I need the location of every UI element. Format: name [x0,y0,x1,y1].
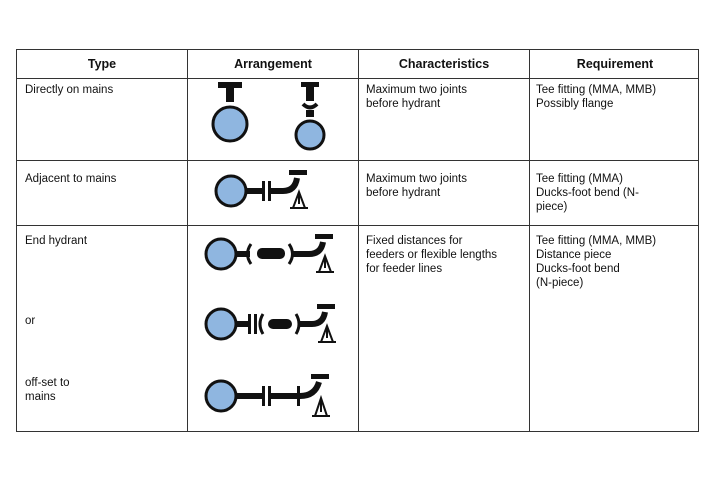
row2-requirement-line: Ducks-foot bend (N- [536,187,639,199]
row3-requirement [536,234,656,290]
main-pipe-with-hydrant [213,82,247,141]
column-divider [187,50,188,431]
end-hydrant-diagram [189,230,357,290]
row2-characteristics-line: before hydrant [366,187,441,199]
row3-characteristics-line: feeders or flexible lengths [366,249,498,261]
main-pipe-with-bend [296,82,324,149]
header-requirement: Requirement [576,57,654,71]
row-divider [17,225,698,226]
row2-requirement-line: piece) [536,201,568,213]
row1-characteristics [366,83,467,111]
row2-requirement [536,172,639,214]
row2-type: Adjacent to mains [25,173,117,185]
end-hydrant-assembly [206,234,334,272]
row3-type-offset [25,376,70,404]
offset-variant-assembly [206,374,330,416]
hydrant-arrangement-table [16,49,699,432]
column-divider [529,50,530,431]
row1-requirement-line: Tee fitting (MMA, MMB) [536,84,657,96]
row2-characteristics-line: Maximum two joints [366,173,467,185]
row1-requirement [536,83,656,111]
adjacent-to-mains-diagram [189,164,357,224]
row2-characteristics [366,172,467,200]
row3-type-offset-line: mains [25,391,56,403]
row3-type-or: or [25,315,36,327]
header-divider [17,78,698,79]
row3-requirement-line: (N-piece) [536,277,584,289]
row1-characteristics-line: Maximum two joints [366,84,467,96]
header-arrangement: Arrangement [234,57,312,71]
column-divider [358,50,359,431]
row3-characteristics [366,234,497,276]
row2-requirement-line: Tee fitting (MMA) [536,173,623,185]
row3-characteristics-line: for feeder lines [366,263,443,275]
row3-requirement-line: Tee fitting (MMA, MMB) [536,235,657,247]
row3-type: End hydrant [25,235,88,247]
header-characteristics: Characteristics [398,57,490,71]
row3-characteristics-line: Fixed distances for [366,235,463,247]
header-type: Type [87,57,117,71]
row3-type-offset-line: off-set to [25,377,70,389]
offset-variant-diagram [189,370,357,428]
row1-requirement-line: Possibly flange [536,98,614,110]
directly-on-mains-diagram [189,80,357,160]
row-divider [17,160,698,161]
or-variant-diagram [189,300,357,355]
row3-requirement-line: Distance piece [536,249,612,261]
adjacent-assembly [216,170,308,208]
row1-characteristics-line: before hydrant [366,98,441,110]
or-variant-assembly [206,304,336,342]
row3-requirement-line: Ducks-foot bend [536,263,620,275]
row1-type: Directly on mains [25,84,114,96]
